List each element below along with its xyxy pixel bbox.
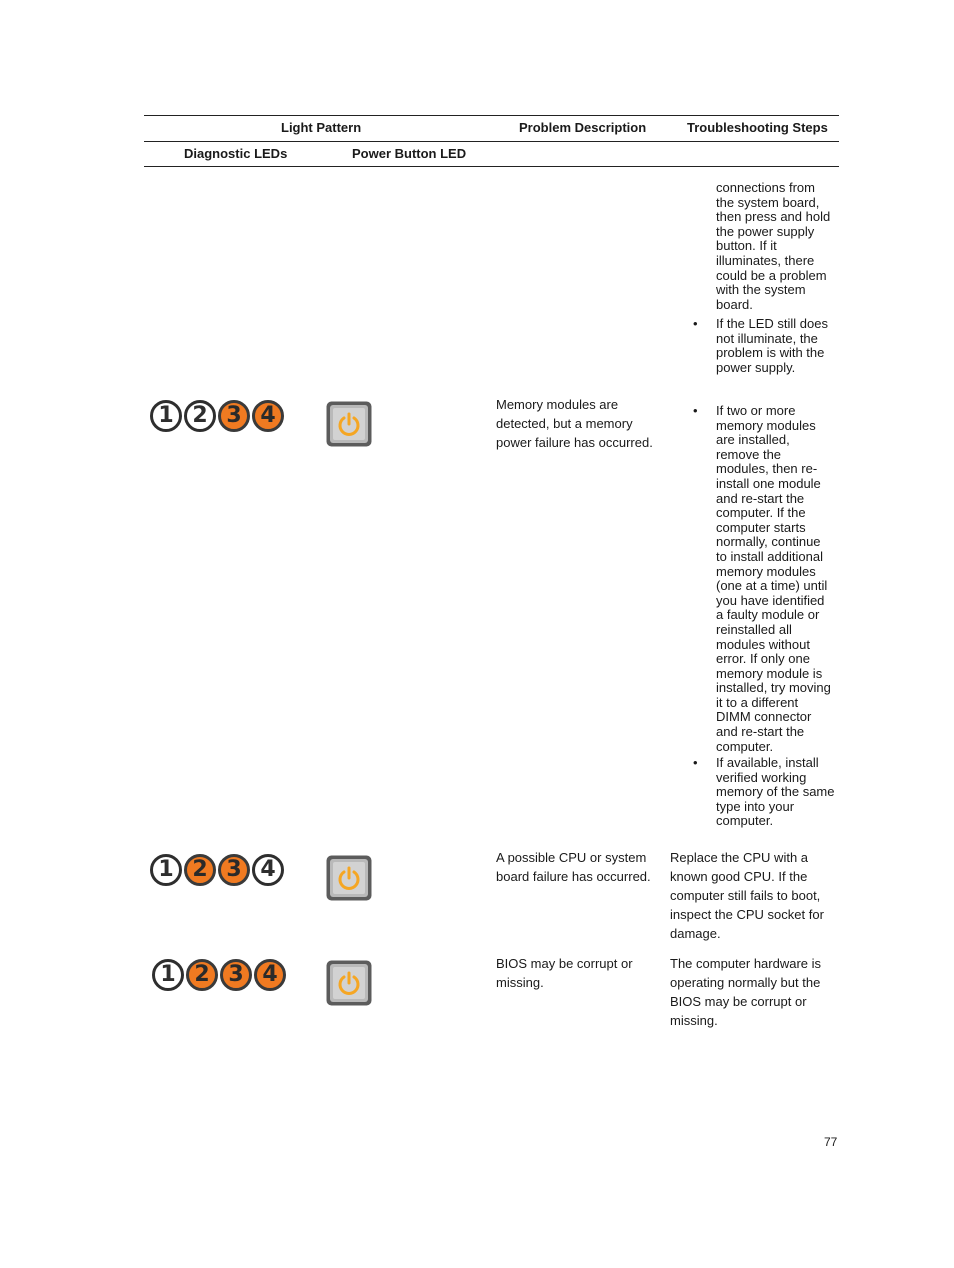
diagnostic-led-1: 1 xyxy=(150,854,182,886)
troubleshooting-steps-row-2: Replace the CPU with a known good CPU. If the computer still fails to boot, inspect the CPU socket for damage. xyxy=(670,850,824,941)
diagnostic-leds-row-2 xyxy=(150,854,284,886)
troubleshooting-bullet-row-1b: If available, install verified working memory of the same type into your computer. xyxy=(716,755,835,829)
bullet-marker: • xyxy=(693,403,698,418)
diagnostic-led-4: 4 xyxy=(252,854,284,886)
bullet-marker: • xyxy=(693,316,698,331)
continued-steps-text: connections from the system board, then press and hold the power supply button. If it illuminates, there could be a problem with the system board. xyxy=(716,180,831,312)
header-light-pattern: Light Pattern xyxy=(281,120,362,135)
problem-description-row-2: A possible CPU or system board failure has occurred. xyxy=(496,850,651,884)
problem-description-row-1: Memory modules are detected, but a memory power failure has occurred. xyxy=(496,397,653,450)
diagnostic-led-2: 2 xyxy=(184,854,216,886)
continued-bullet-text: If the LED still does not illuminate, the problem is with the power supply. xyxy=(716,316,828,375)
diagnostic-led-3: 3 xyxy=(218,854,250,886)
diagnostic-led-4: 4 xyxy=(252,400,284,432)
diagnostic-led-4: 4 xyxy=(254,959,286,991)
diagnostic-leds-row-1 xyxy=(150,400,284,432)
header-troubleshooting-steps: Troubleshooting Steps xyxy=(687,120,828,135)
power-button-led-icon xyxy=(325,854,373,902)
header-power-button-led: Power Button LED xyxy=(352,146,467,161)
power-button-led-icon xyxy=(325,959,373,1007)
header-problem-description: Problem Description xyxy=(519,120,647,135)
diagnostic-led-1: 1 xyxy=(152,959,184,991)
table-top-rule xyxy=(144,115,839,116)
diagnostic-led-2: 2 xyxy=(186,959,218,991)
header-divider-rule xyxy=(144,141,839,142)
power-button-led-icon xyxy=(325,400,373,448)
diagnostic-leds-row-3 xyxy=(152,959,286,991)
diagnostic-led-2: 2 xyxy=(184,400,216,432)
diagnostic-led-3: 3 xyxy=(220,959,252,991)
diagnostic-led-3: 3 xyxy=(218,400,250,432)
problem-description-row-3: BIOS may be corrupt or missing. xyxy=(496,956,633,990)
page-number: 77 xyxy=(824,1135,838,1149)
troubleshooting-bullet-row-1a: If two or more memory modules are installed, remove the modules, then re- install one module and re-start the computer. If the computer starts normally, continue to install additional memory modules (one at a time) until you have identified a faulty module or reinstalled all modules without error. If only one memory module is installed, try moving it to a different DIMM connector and re-start the computer. xyxy=(716,403,831,754)
troubleshooting-steps-row-3: The computer hardware is operating normally but the BIOS may be corrupt or missing. xyxy=(670,956,822,1028)
bullet-marker: • xyxy=(693,755,698,770)
header-diagnostic-leds: Diagnostic LEDs xyxy=(184,146,288,161)
diagnostic-led-1: 1 xyxy=(150,400,182,432)
header-bottom-rule xyxy=(144,166,839,167)
